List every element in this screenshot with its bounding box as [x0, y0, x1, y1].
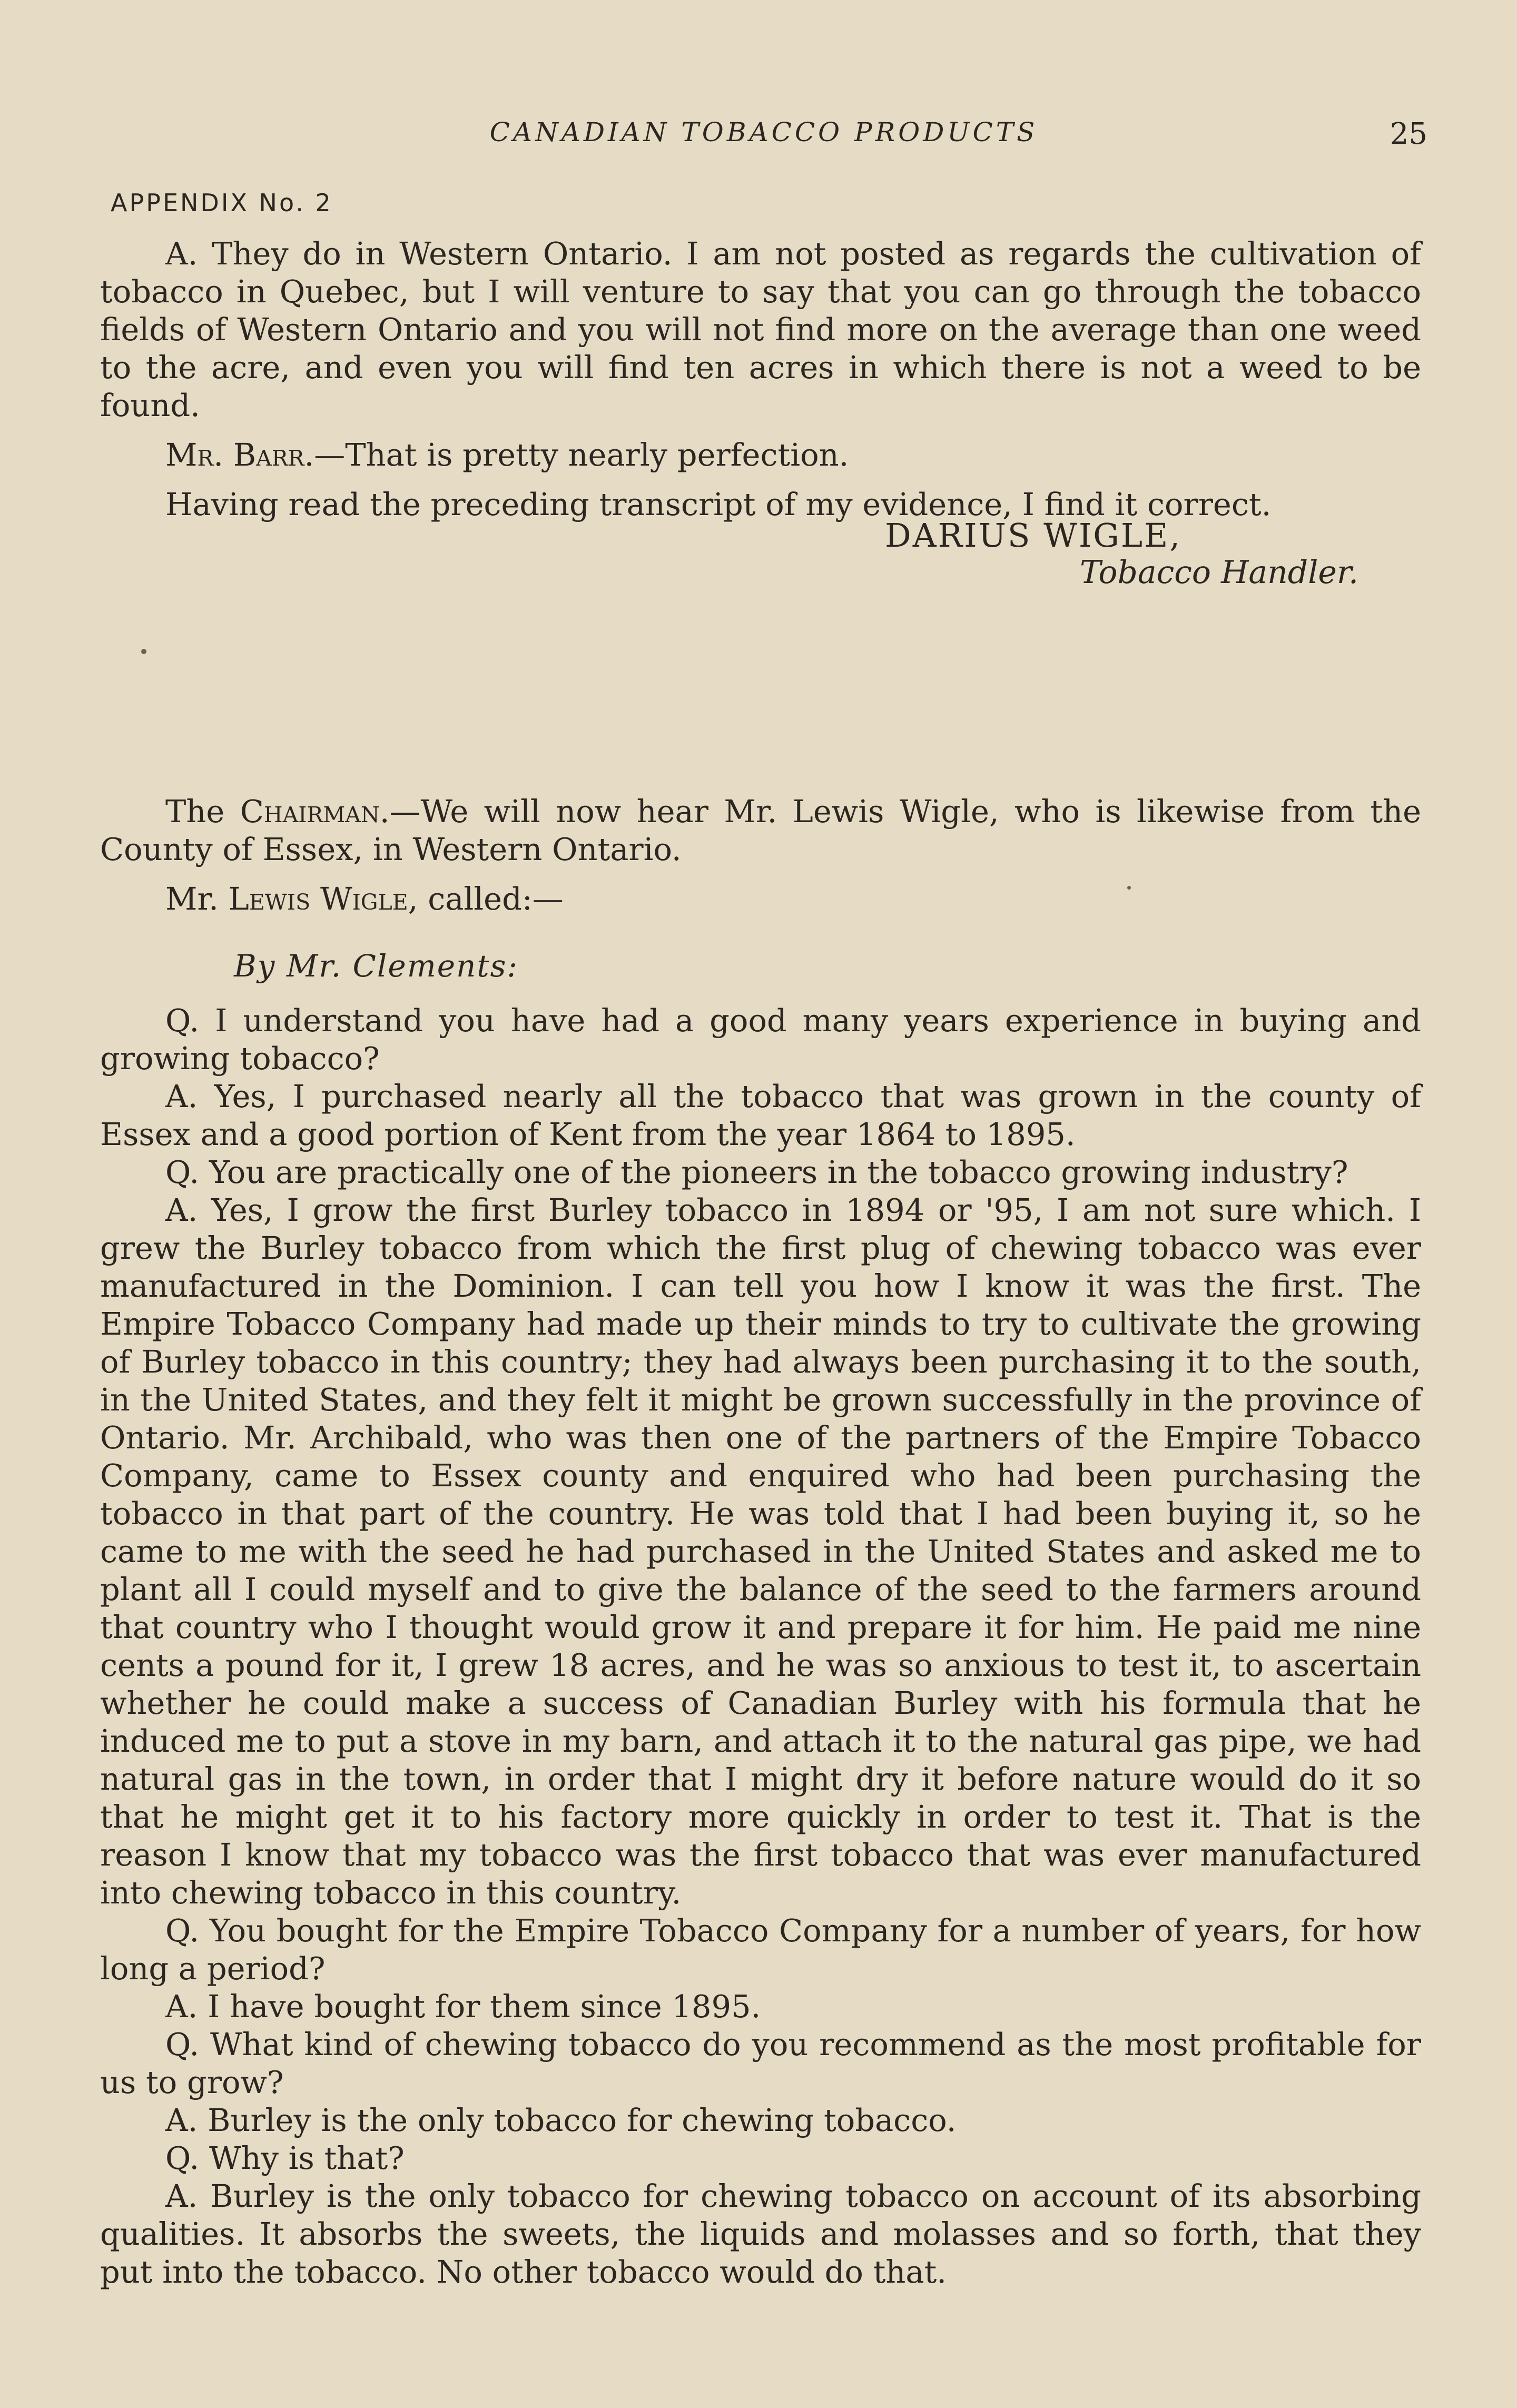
testimony-paragraph: Q. What kind of chewing tobacco do you recommend as the most profitable for us to grow? — [100, 2026, 1421, 2100]
print-speck — [141, 649, 146, 654]
prior-testimony — [100, 235, 1421, 524]
testimony-paragraph: A. Burley is the only tobacco for chewing tobacco. — [165, 2102, 957, 2138]
testimony — [100, 1002, 1421, 2291]
running-title: CANADIAN TOBACCO PRODUCTS — [489, 117, 1038, 147]
testimony-paragraph: Q. I understand you have had a good many years experience in buying and growing tobacco? — [100, 1002, 1421, 1077]
chairman-prefix: The — [165, 793, 240, 830]
certification-statement: Having read the preceding transcript of my evidence, I find it correct. — [165, 486, 1272, 522]
testimony-paragraph: A. Yes, I purchased nearly all the tobacco that was grown in the county of Essex and a good portion of Kent from the year 1864 to 1895. — [100, 1078, 1421, 1152]
witness-name: Lewis Wigle — [228, 881, 408, 917]
testimony-paragraph: Q. You are practically one of the pioneers in the tobacco growing industry? — [165, 1154, 1348, 1190]
page-header — [100, 117, 1427, 159]
testimony-paragraph: A. Burley is the only tobacco for chewing tobacco on account of its absorbing qualities. It absorbs the sweets, the liquids and molasses and so forth, that they put into the tobacco. No other tobacco would do that. — [100, 2178, 1421, 2290]
signature-title: Tobacco Handler. — [1080, 554, 1359, 591]
chairman-paragraph — [100, 793, 1421, 869]
page-number: 25 — [1390, 117, 1427, 151]
signature-name: DARIUS WIGLE, — [885, 516, 1181, 555]
chairman-text: —We will now hear Mr. Lewis Wigle, who is likewise from the County of Essex, in Western Ontario. — [100, 793, 1421, 867]
speaker-name: Mr. Barr. — [165, 437, 314, 473]
remark-text: —That is pretty nearly perfection. — [314, 437, 849, 473]
testimony-paragraph: A. Yes, I grow the first Burley tobacco in 1894 or '95, I am not sure which. I grew the Burley tobacco from which the first plug of chewing tobacco was ever manufactured in the Dominion. I can tell you how I know it was the first. The Empire Tobacco Company had made up their minds to try to cultivate the growing of Burley tobacco in this country; they had always been purchasing it to the south, in the United States, and they felt it might be grown successfully in the province of Ontario. Mr. Archibald, who was then one of the partners of the Empire Tobacco Company, came to Essex county and enquired who had been purchasing the tobacco in that part of the country. He was told that I had been buying it, so he came to me with the seed he had purchased in the United States and asked me to plant all I could myself and to give the balance of the seed to the farmers around that country who I thought would grow it and prepare it for him. He paid me nine cents a pound for it, I grew 18 acres, and he was so anxious to test it, to ascertain whether he could make a success of Canadian Burley with his formula that he induced me to put a stove in my barn, and attach it to the natural gas pipe, we had natural gas in the town, in order that I might dry it before nature would do it so that he might get it to his factory more quickly in order to test it. That is the reason I know that my tobacco was the first tobacco that was ever manufactured into chewing tobacco in this country. — [100, 1192, 1421, 1911]
barr-remark — [100, 436, 1421, 474]
testimony-paragraph: Q. Why is that? — [165, 2140, 405, 2176]
appendix-label: APPENDIX No. 2 — [111, 189, 333, 217]
witness-called — [100, 880, 1421, 918]
testimony-paragraph: A. I have bought for them since 1895. — [165, 1988, 761, 2025]
chairman-speaker: Chairman. — [240, 793, 390, 830]
answer-paragraph: A. They do in Western Ontario. I am not posted as regards the cultivation of tobacco in Quebec, but I will venture to say that you can go through the tobacco fields of Western Ontario and you will not find more on the average than one weed to the acre, and even you will find ten acres in which there is not a weed to be found. — [100, 235, 1421, 423]
witness-called-text: , called:— — [408, 881, 564, 917]
testimony-paragraph: Q. You bought for the Empire Tobacco Company for a number of years, for how long a period? — [100, 1912, 1421, 1987]
examiner-byline: By Mr. Clements: — [234, 948, 518, 984]
chairman-introduction — [100, 793, 1421, 918]
witness-prefix: Mr. — [165, 881, 229, 917]
